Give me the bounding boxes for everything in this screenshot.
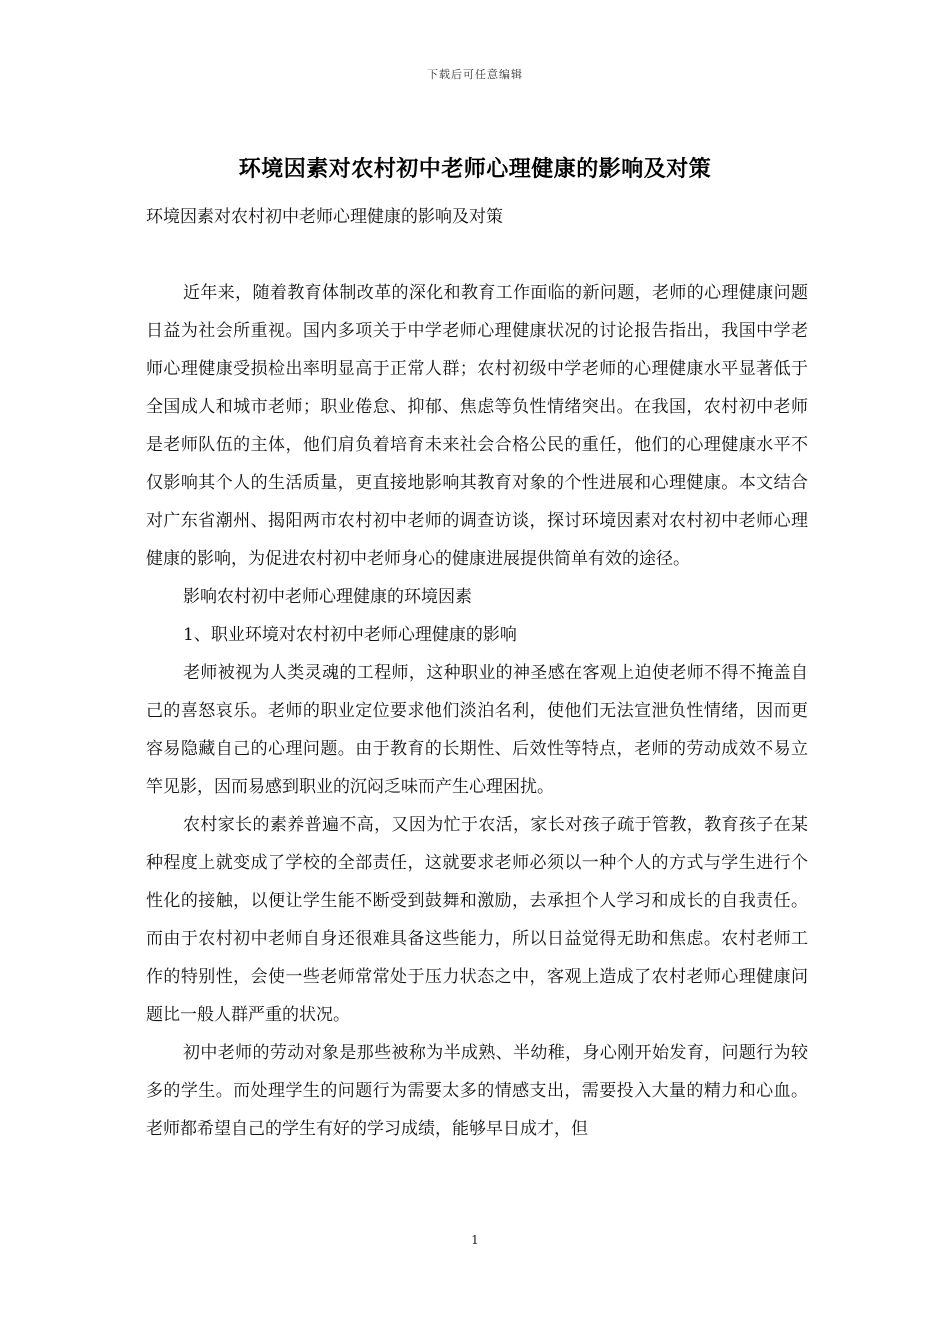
paragraph-rural-parents: 农村家长的素养普遍不高，又因为忙于农活，家长对孩子疏于管教，教育孩子在某种程度上就变成了学校的全部责任，这就要求老师必须以一种个人的方式与学生进行个性化的接触，以便让学生能不断受到鼓舞和激励，去承担个人学习和成长的自我责任。而由于农村初中老师自身还很难具备这些能力，所以日益觉得无助和焦虑。农村老师工作的特别性，会使一些老师常常处于压力状态之中，客观上造成了农村老师心理健康问题比一般人群严重的状况。 [146, 815, 808, 1025]
page-number: 1 [471, 1233, 479, 1247]
document-body [146, 198, 808, 1148]
document-subtitle: 环境因素对农村初中老师心理健康的影响及对策 [146, 207, 503, 227]
paragraph-career-environment: 老师被视为人类灵魂的工程师，这种职业的神圣感在客观上迫使老师不得不掩盖自己的喜怒哀乐。老师的职业定位要求他们淡泊名利，使他们无法宣泄负性情绪，因而更容易隐藏自己的心理问题。由于教育的长期性、后效性等特点，老师的劳动成效不易立竿见影，因而易感到职业的沉闷乏味而产生心理困扰。 [146, 663, 808, 797]
subsection-heading: 1、职业环境对农村初中老师心理健康的影响 [183, 625, 517, 645]
header-note: 下载后可任意编辑 [427, 68, 523, 81]
paragraph-intro: 近年来，随着教育体制改革的深化和教育工作面临的新问题，老师的心理健康问题日益为社会所重视。国内多项关于中学老师心理健康状况的讨论报告指出，我国中学老师心理健康受损检出率明显高于正常人群；农村初级中学老师的心理健康水平显著低于全国成人和城市老师；职业倦怠、抑郁、焦虑等负性情绪突出。在我国，农村初中老师是老师队伍的主体，他们肩负着培育未来社会合格公民的重任，他们的心理健康水平不仅影响其个人的生活质量，更直接地影响其教育对象的个性进展和心理健康。本文结合对广东省潮州、揭阳两市农村初中老师的调查访谈，探讨环境因素对农村初中老师心理健康的影响，为促进农村初中老师身心的健康进展提供简单有效的途径。 [146, 283, 808, 569]
paragraph-students: 初中老师的劳动对象是那些被称为半成熟、半幼稚，身心刚开始发育，问题行为较多的学生。而处理学生的问题行为需要太多的情感支出，需要投入大量的精力和心血。老师都希望自己的学生有好的学习成绩，能够早日成才，但 [146, 1043, 808, 1139]
document-title: 环境因素对农村初中老师心理健康的影响及对策 [238, 156, 712, 182]
section-heading: 影响农村初中老师心理健康的环境因素 [183, 587, 472, 607]
